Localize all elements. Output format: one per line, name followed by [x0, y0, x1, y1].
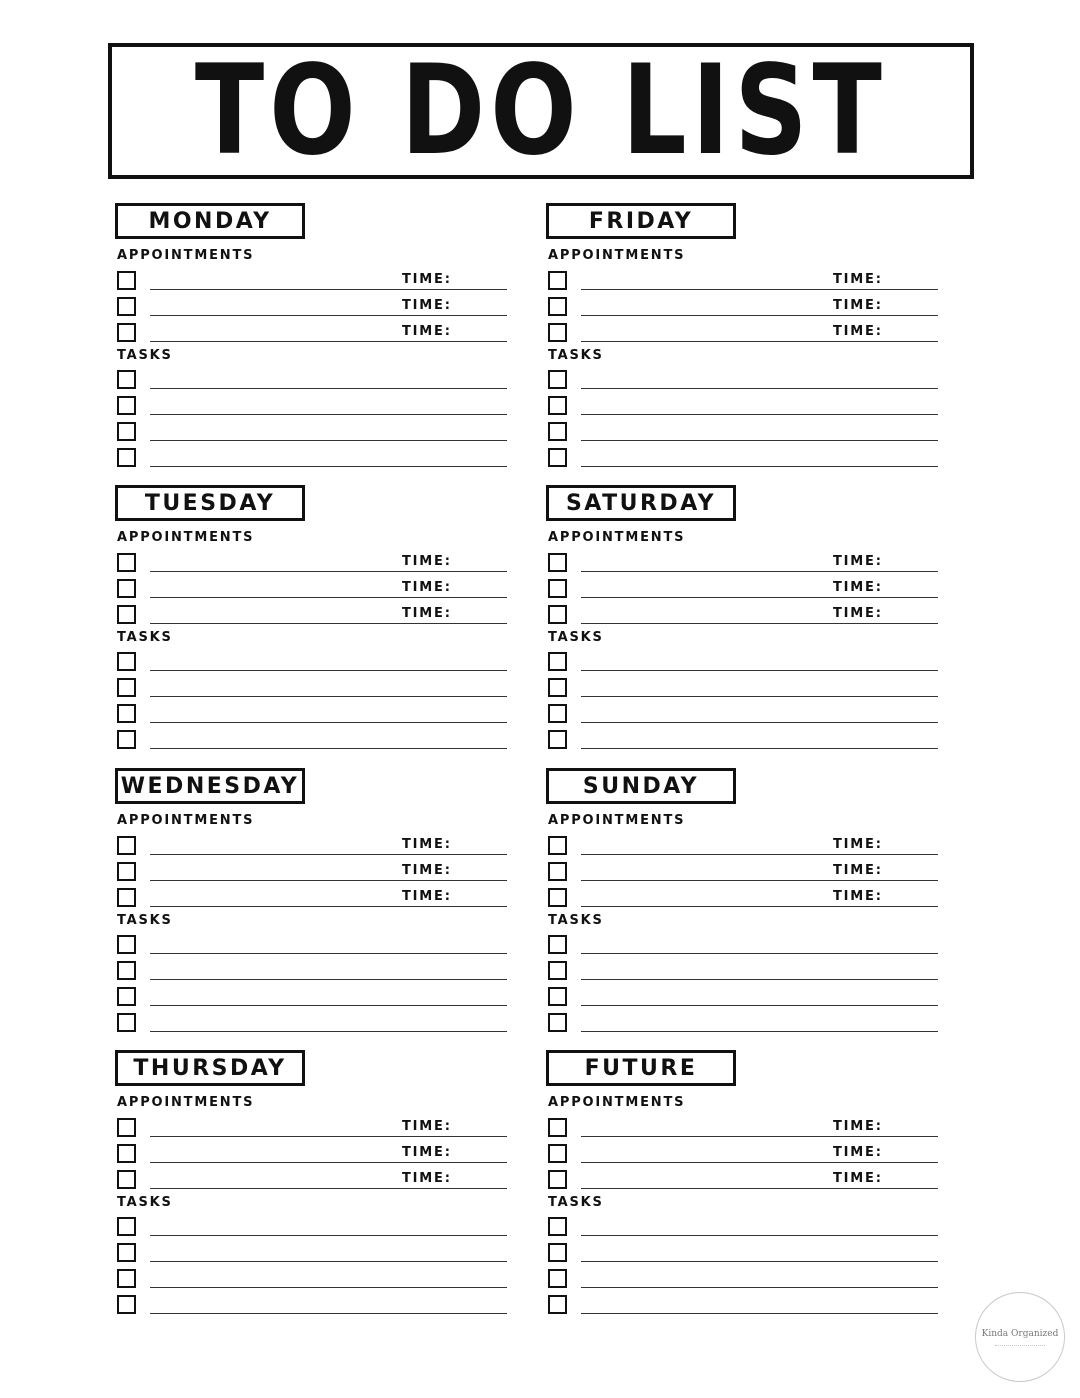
day-name: MONDAY [148, 208, 272, 234]
appointment-write-line[interactable] [150, 315, 507, 316]
appointment-checkbox[interactable] [548, 836, 567, 855]
task-checkbox[interactable] [548, 652, 567, 671]
task-write-line[interactable] [150, 466, 507, 467]
task-row [117, 446, 507, 472]
time-label: TIME: [833, 272, 883, 287]
appointment-checkbox[interactable] [117, 579, 136, 598]
appointment-write-line[interactable] [581, 597, 938, 598]
appointment-row [117, 860, 507, 886]
task-checkbox[interactable] [548, 1013, 567, 1032]
appointment-row [117, 1168, 507, 1194]
task-row [117, 959, 507, 985]
task-write-line[interactable] [581, 1313, 938, 1314]
time-label: TIME: [402, 580, 452, 595]
day-header-friday [546, 203, 736, 239]
appointment-write-line[interactable] [581, 315, 938, 316]
time-label: TIME: [833, 554, 883, 569]
appointment-row [117, 295, 507, 321]
appointment-write-line[interactable] [150, 854, 507, 855]
task-write-line[interactable] [581, 722, 938, 723]
task-row [548, 1267, 938, 1293]
time-label: TIME: [402, 837, 452, 852]
day-header-wednesday [115, 768, 305, 804]
task-write-line[interactable] [581, 748, 938, 749]
task-checkbox[interactable] [548, 987, 567, 1006]
task-row [117, 394, 507, 420]
appointment-checkbox[interactable] [117, 297, 136, 316]
tasks-heading: TASKS [117, 1195, 173, 1210]
task-write-line[interactable] [150, 953, 507, 954]
day-name: FRIDAY [588, 208, 694, 234]
task-row [117, 702, 507, 728]
tasks-heading: TASKS [117, 913, 173, 928]
task-row [117, 420, 507, 446]
appointment-checkbox[interactable] [117, 1118, 136, 1137]
appointment-write-line[interactable] [581, 854, 938, 855]
task-row [117, 368, 507, 394]
appointment-checkbox[interactable] [548, 323, 567, 342]
appointment-row [548, 834, 938, 860]
task-checkbox[interactable] [117, 1269, 136, 1288]
task-write-line[interactable] [150, 1261, 507, 1262]
tasks-heading: TASKS [548, 630, 604, 645]
task-checkbox[interactable] [117, 987, 136, 1006]
day-name: WEDNESDAY [120, 773, 300, 799]
task-checkbox[interactable] [548, 730, 567, 749]
task-row [548, 650, 938, 676]
appointment-checkbox[interactable] [117, 323, 136, 342]
appointment-write-line[interactable] [150, 1162, 507, 1163]
appointment-checkbox[interactable] [117, 862, 136, 881]
task-checkbox[interactable] [548, 1243, 567, 1262]
appointment-checkbox[interactable] [548, 579, 567, 598]
section-thursday [115, 1050, 507, 1320]
time-label: TIME: [402, 554, 452, 569]
appointment-row [548, 1168, 938, 1194]
appointment-write-line[interactable] [581, 1188, 938, 1189]
appointment-write-line[interactable] [150, 571, 507, 572]
task-row [117, 1241, 507, 1267]
appointment-write-line[interactable] [581, 341, 938, 342]
task-row [548, 1241, 938, 1267]
time-label: TIME: [402, 1171, 452, 1186]
task-row [117, 650, 507, 676]
task-write-line[interactable] [581, 414, 938, 415]
appointment-write-line[interactable] [150, 1136, 507, 1137]
appointment-checkbox[interactable] [548, 888, 567, 907]
section-monday [115, 203, 507, 473]
time-label: TIME: [833, 580, 883, 595]
task-write-line[interactable] [581, 1005, 938, 1006]
task-write-line[interactable] [150, 1031, 507, 1032]
day-header-future [546, 1050, 736, 1086]
day-header-monday [115, 203, 305, 239]
appointments-heading: APPOINTMENTS [117, 530, 255, 545]
task-row [117, 985, 507, 1011]
appointment-checkbox[interactable] [548, 1144, 567, 1163]
task-row [548, 933, 938, 959]
task-row [548, 676, 938, 702]
appointment-checkbox[interactable] [117, 553, 136, 572]
time-label: TIME: [833, 1119, 883, 1134]
task-row [548, 1293, 938, 1319]
task-checkbox[interactable] [548, 961, 567, 980]
section-friday [546, 203, 938, 473]
appointment-write-line[interactable] [581, 1162, 938, 1163]
task-row [548, 420, 938, 446]
day-name: THURSDAY [133, 1055, 287, 1081]
task-row [117, 1293, 507, 1319]
appointment-checkbox[interactable] [548, 1118, 567, 1137]
task-write-line[interactable] [150, 722, 507, 723]
appointment-write-line[interactable] [150, 906, 507, 907]
task-write-line[interactable] [581, 388, 938, 389]
appointment-row [117, 886, 507, 912]
task-row [117, 1011, 507, 1037]
appointments-heading: APPOINTMENTS [548, 248, 686, 263]
time-label: TIME: [402, 889, 452, 904]
appointment-write-line[interactable] [150, 880, 507, 881]
task-checkbox[interactable] [548, 678, 567, 697]
appointment-write-line[interactable] [581, 623, 938, 624]
section-saturday [546, 485, 938, 755]
task-row [548, 1215, 938, 1241]
appointment-row [548, 860, 938, 886]
task-row [548, 985, 938, 1011]
time-label: TIME: [402, 298, 452, 313]
task-checkbox[interactable] [117, 422, 136, 441]
appointment-write-line[interactable] [581, 1136, 938, 1137]
task-checkbox[interactable] [117, 730, 136, 749]
appointment-checkbox[interactable] [548, 553, 567, 572]
tasks-heading: TASKS [548, 913, 604, 928]
task-row [117, 1215, 507, 1241]
task-write-line[interactable] [150, 1235, 507, 1236]
task-write-line[interactable] [150, 388, 507, 389]
appointment-row [117, 269, 507, 295]
task-checkbox[interactable] [548, 1295, 567, 1314]
task-write-line[interactable] [150, 1313, 507, 1314]
appointment-write-line[interactable] [150, 289, 507, 290]
day-header-saturday [546, 485, 736, 521]
appointment-row [548, 577, 938, 603]
task-write-line[interactable] [150, 1005, 507, 1006]
appointment-write-line[interactable] [581, 289, 938, 290]
appointments-heading: APPOINTMENTS [548, 530, 686, 545]
appointment-row [548, 603, 938, 629]
task-row [117, 933, 507, 959]
day-name: SATURDAY [565, 490, 717, 516]
appointments-heading: APPOINTMENTS [117, 248, 255, 263]
day-header-sunday [546, 768, 736, 804]
task-checkbox[interactable] [548, 935, 567, 954]
appointment-write-line[interactable] [150, 623, 507, 624]
appointments-heading: APPOINTMENTS [117, 1095, 255, 1110]
appointment-checkbox[interactable] [117, 836, 136, 855]
tasks-heading: TASKS [548, 348, 604, 363]
day-header-thursday [115, 1050, 305, 1086]
task-checkbox[interactable] [548, 1269, 567, 1288]
task-checkbox[interactable] [548, 1217, 567, 1236]
appointment-checkbox[interactable] [548, 1170, 567, 1189]
task-checkbox[interactable] [117, 704, 136, 723]
time-label: TIME: [833, 837, 883, 852]
appointment-write-line[interactable] [150, 597, 507, 598]
time-label: TIME: [833, 863, 883, 878]
task-write-line[interactable] [150, 696, 507, 697]
task-write-line[interactable] [581, 1261, 938, 1262]
time-label: TIME: [833, 324, 883, 339]
day-name: TUESDAY [144, 490, 276, 516]
brand-logo-divider [995, 1345, 1045, 1346]
task-checkbox[interactable] [117, 370, 136, 389]
appointment-row [548, 551, 938, 577]
task-write-line[interactable] [150, 748, 507, 749]
section-tuesday [115, 485, 507, 755]
appointment-row [548, 886, 938, 912]
appointment-checkbox[interactable] [548, 271, 567, 290]
page-title: TO DO LIST [195, 39, 887, 183]
task-checkbox[interactable] [548, 704, 567, 723]
task-write-line[interactable] [581, 696, 938, 697]
time-label: TIME: [402, 1119, 452, 1134]
task-checkbox[interactable] [117, 1243, 136, 1262]
task-row [548, 959, 938, 985]
task-row [548, 728, 938, 754]
appointment-checkbox[interactable] [117, 271, 136, 290]
title-banner [108, 39, 974, 183]
appointments-heading: APPOINTMENTS [548, 813, 686, 828]
time-label: TIME: [402, 1145, 452, 1160]
appointment-row [117, 603, 507, 629]
task-write-line[interactable] [581, 953, 938, 954]
appointment-checkbox[interactable] [548, 605, 567, 624]
appointment-row [117, 577, 507, 603]
appointment-checkbox[interactable] [117, 605, 136, 624]
section-sunday [546, 768, 938, 1038]
task-checkbox[interactable] [117, 935, 136, 954]
appointment-checkbox[interactable] [117, 888, 136, 907]
task-write-line[interactable] [581, 440, 938, 441]
task-checkbox[interactable] [117, 1217, 136, 1236]
appointment-row [117, 551, 507, 577]
task-write-line[interactable] [581, 466, 938, 467]
task-checkbox[interactable] [548, 396, 567, 415]
task-row [117, 676, 507, 702]
appointments-heading: APPOINTMENTS [117, 813, 255, 828]
task-write-line[interactable] [581, 1287, 938, 1288]
task-write-line[interactable] [150, 414, 507, 415]
appointment-checkbox[interactable] [117, 1170, 136, 1189]
task-write-line[interactable] [150, 670, 507, 671]
appointment-checkbox[interactable] [117, 1144, 136, 1163]
task-checkbox[interactable] [117, 652, 136, 671]
day-header-tuesday [115, 485, 305, 521]
section-wednesday [115, 768, 507, 1038]
task-checkbox[interactable] [548, 448, 567, 467]
task-write-line[interactable] [581, 979, 938, 980]
time-label: TIME: [402, 606, 452, 621]
appointment-row [117, 321, 507, 347]
task-row [548, 446, 938, 472]
appointment-write-line[interactable] [150, 1188, 507, 1189]
time-label: TIME: [833, 298, 883, 313]
tasks-heading: TASKS [117, 630, 173, 645]
time-label: TIME: [833, 606, 883, 621]
task-write-line[interactable] [581, 1031, 938, 1032]
appointment-checkbox[interactable] [548, 862, 567, 881]
tasks-heading: TASKS [117, 348, 173, 363]
task-row [548, 394, 938, 420]
task-checkbox[interactable] [117, 1013, 136, 1032]
time-label: TIME: [402, 324, 452, 339]
appointment-checkbox[interactable] [548, 297, 567, 316]
appointment-row [117, 1142, 507, 1168]
task-write-line[interactable] [150, 440, 507, 441]
brand-logo-text: Kinda Organized [981, 1328, 1059, 1339]
day-name: FUTURE [584, 1055, 698, 1081]
task-checkbox[interactable] [548, 422, 567, 441]
task-checkbox[interactable] [117, 961, 136, 980]
appointment-row [548, 321, 938, 347]
task-write-line[interactable] [581, 670, 938, 671]
appointment-row [548, 269, 938, 295]
tasks-heading: TASKS [548, 1195, 604, 1210]
task-row [117, 728, 507, 754]
time-label: TIME: [833, 1171, 883, 1186]
task-checkbox[interactable] [117, 1295, 136, 1314]
task-write-line[interactable] [150, 979, 507, 980]
brand-logo [975, 1292, 1065, 1382]
appointment-write-line[interactable] [581, 571, 938, 572]
task-row [548, 702, 938, 728]
task-checkbox[interactable] [548, 370, 567, 389]
task-row [548, 368, 938, 394]
appointment-write-line[interactable] [581, 880, 938, 881]
task-write-line[interactable] [581, 1235, 938, 1236]
appointment-row [117, 834, 507, 860]
task-write-line[interactable] [150, 1287, 507, 1288]
task-row [117, 1267, 507, 1293]
time-label: TIME: [402, 863, 452, 878]
section-future [546, 1050, 938, 1320]
appointments-heading: APPOINTMENTS [548, 1095, 686, 1110]
appointment-write-line[interactable] [581, 906, 938, 907]
appointment-row [548, 1116, 938, 1142]
time-label: TIME: [833, 1145, 883, 1160]
appointment-row [548, 295, 938, 321]
task-checkbox[interactable] [117, 448, 136, 467]
task-checkbox[interactable] [117, 396, 136, 415]
time-label: TIME: [402, 272, 452, 287]
appointment-write-line[interactable] [150, 341, 507, 342]
task-checkbox[interactable] [117, 678, 136, 697]
task-row [548, 1011, 938, 1037]
appointment-row [548, 1142, 938, 1168]
time-label: TIME: [833, 889, 883, 904]
day-name: SUNDAY [582, 773, 700, 799]
appointment-row [117, 1116, 507, 1142]
